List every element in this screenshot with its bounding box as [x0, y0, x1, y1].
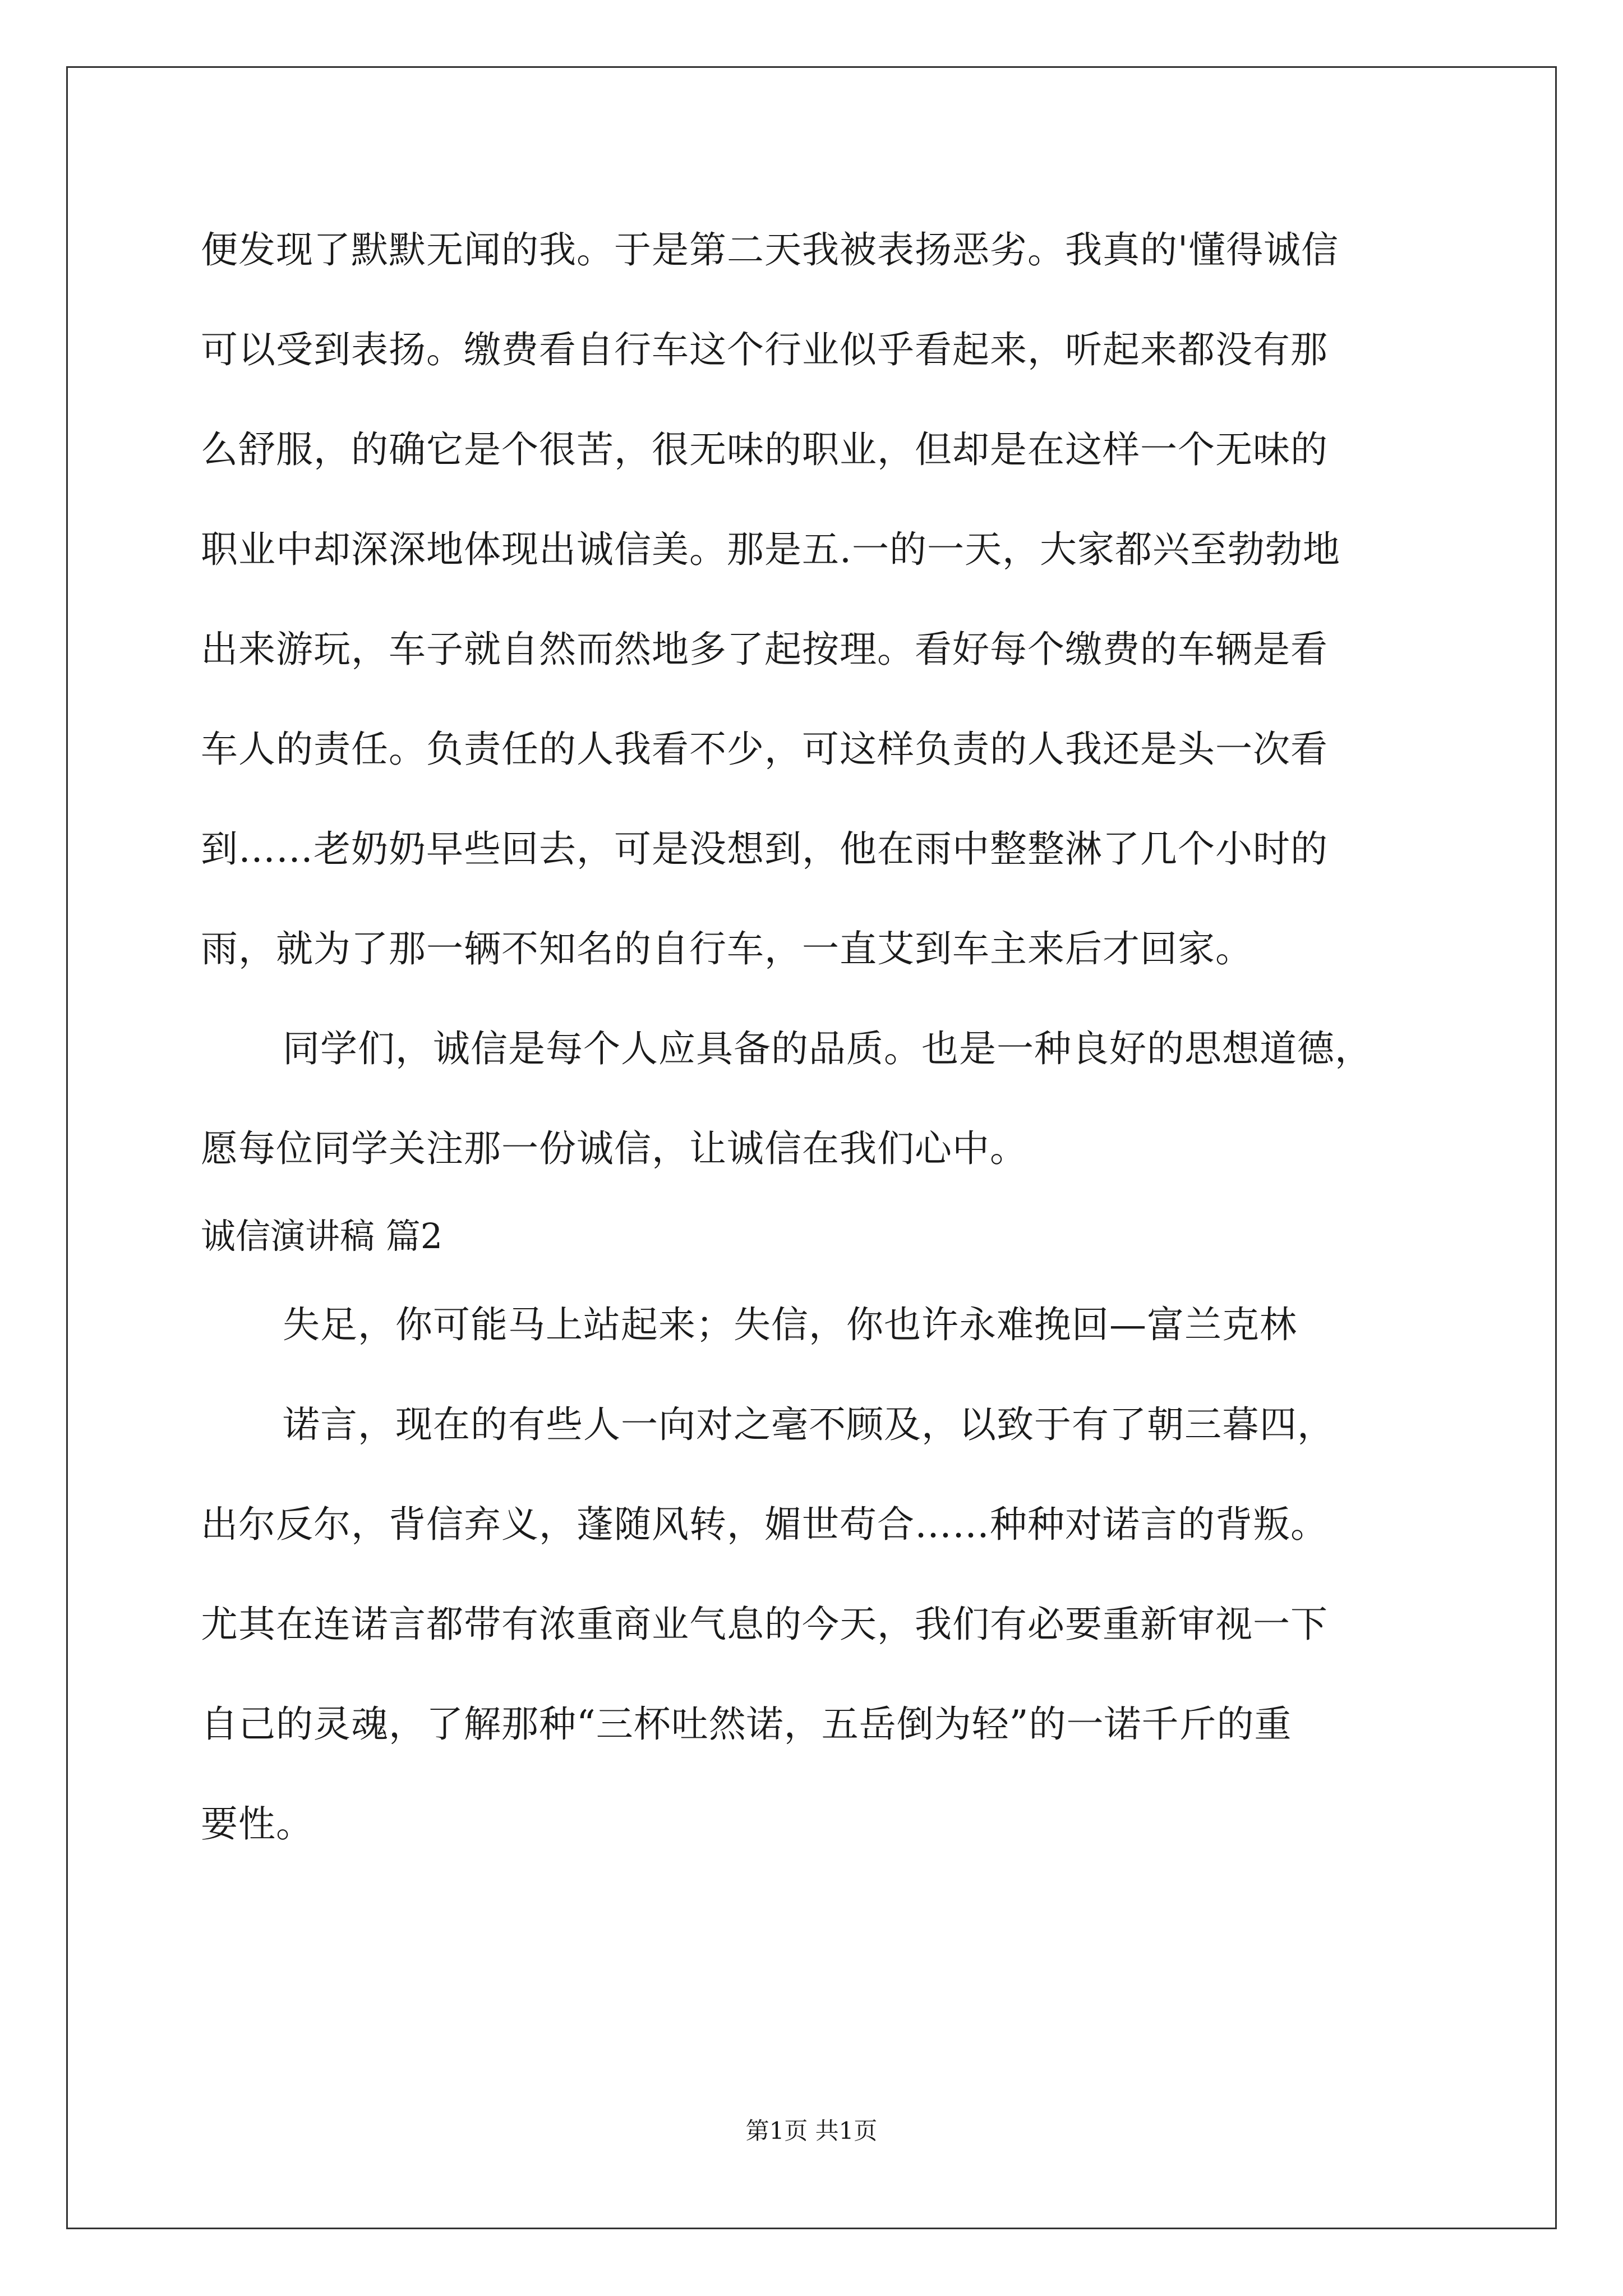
text-line: 失足，你可能马上站起来；失信，你也许永难挽回—富兰克林: [283, 1303, 1297, 1346]
text-line: 雨，就为了那一辆不知名的自行车，一直艾到车主来后才回家。: [201, 927, 1253, 970]
text-line: 车人的责任。负责任的人我看不少，可这样负责的人我还是头一次看: [201, 728, 1328, 771]
text-line: 诺言，现在的有些人一向对之毫不顾及，以致于有了朝三暮四，: [283, 1403, 1335, 1446]
page-footer: 第1页 共1页: [745, 2117, 878, 2145]
text-line: 同学们，诚信是每个人应具备的品质。也是一种良好的思想道德，: [283, 1027, 1372, 1070]
text-line: 到……老奶奶早些回去，可是没想到，他在雨中整整淋了几个小时的: [201, 827, 1328, 871]
text-line: 职业中却深深地体现出诚信美。那是五.一的一天，大家都兴至勃勃地: [201, 528, 1340, 571]
text-line: 自己的灵魂，了解那种“三杯吐然诺，五岳倒为轻”的一诺千斤的重: [201, 1703, 1292, 1746]
text-line: 可以受到表扬。缴费看自行车这个行业似乎看起来，听起来都没有那: [201, 328, 1328, 371]
text-line: 要性。: [201, 1802, 313, 1846]
section-heading: 诚信演讲稿 篇2: [201, 1216, 443, 1257]
text-line: 么舒服，的确它是个很苦，很无味的职业，但却是在这样一个无味的: [201, 428, 1328, 471]
text-line: 出来游玩，车子就自然而然地多了起按理。看好每个缴费的车辆是看: [201, 628, 1328, 671]
text-line: 出尔反尔，背信弃义，蓬随风转，媚世苟合……种种对诺言的背叛。: [201, 1503, 1328, 1546]
text-line: 尤其在连诺言都带有浓重商业气息的今天，我们有必要重新审视一下: [201, 1603, 1328, 1646]
text-line: 愿每位同学关注那一份诚信，让诚信在我们心中。: [201, 1127, 1027, 1170]
text-line: 便发现了默默无闻的我。于是第二天我被表扬恶劣。我真的'懂得诚信: [201, 228, 1339, 272]
